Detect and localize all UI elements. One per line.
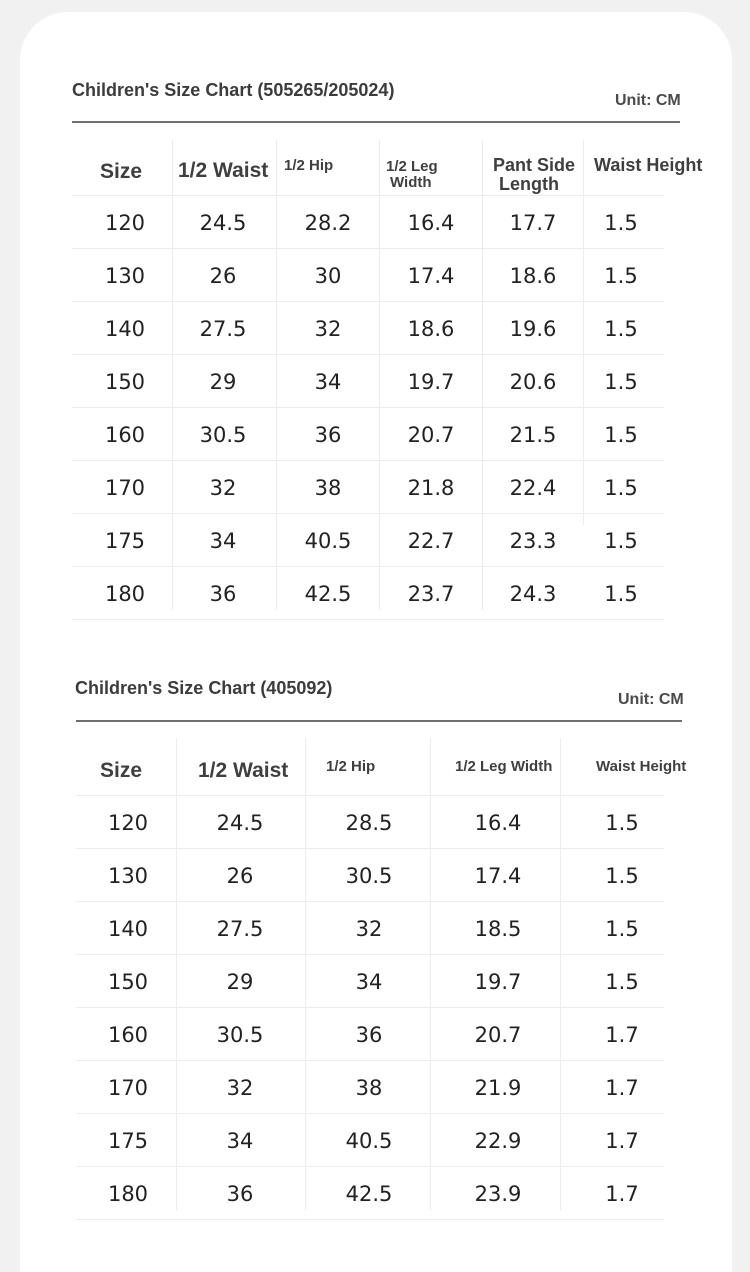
- table-cell: 24.5: [216, 810, 264, 835]
- table-cell: 32: [314, 316, 342, 341]
- table-cell: 38: [355, 1075, 383, 1100]
- table-row: [76, 796, 664, 849]
- table-cell: 36: [226, 1181, 254, 1206]
- table-cell: 40.5: [345, 1128, 393, 1153]
- table-cell: 23.9: [474, 1181, 522, 1206]
- table-cell: 16.4: [407, 210, 455, 235]
- table-cell: 40.5: [304, 528, 352, 553]
- table-cell: 180: [104, 581, 146, 606]
- table-cell: 36: [355, 1022, 383, 1047]
- table-cell: 27.5: [199, 316, 247, 341]
- table-cell: 130: [107, 863, 149, 888]
- table-cell: 175: [107, 1128, 149, 1153]
- table-cell: 20.7: [407, 422, 455, 447]
- table-cell: 21.9: [474, 1075, 522, 1100]
- table-cell: 180: [107, 1181, 149, 1206]
- table-cell: 1.5: [605, 810, 639, 835]
- table-cell: 19.7: [474, 969, 522, 994]
- table-cell: 1.7: [605, 1181, 639, 1206]
- table-cell: 19.6: [509, 316, 557, 341]
- table-cell: 1.5: [604, 422, 638, 447]
- table-cell: 34: [314, 369, 342, 394]
- table-row: [72, 408, 664, 461]
- table-cell: 1.5: [604, 475, 638, 500]
- table-cell: 34: [226, 1128, 254, 1153]
- table-cell: 23.3: [509, 528, 557, 553]
- table-cell: 1.5: [605, 863, 639, 888]
- table-cell: 18.6: [509, 263, 557, 288]
- table-cell: 29: [209, 369, 237, 394]
- chart1-header-hip: 1/2 Hip: [284, 157, 334, 174]
- chart2-title: Children's Size Chart (405092): [75, 678, 333, 698]
- chart2-unit-label: Unit: CM: [618, 691, 684, 708]
- table-cell: 32: [355, 916, 383, 941]
- chart1-header-side-line2: Length: [499, 174, 559, 194]
- table-cell: 18.5: [474, 916, 522, 941]
- table-cell: 16.4: [474, 810, 522, 835]
- table-cell: 140: [107, 916, 149, 941]
- table-cell: 1.5: [604, 210, 638, 235]
- table-cell: 30: [314, 263, 342, 288]
- table-cell: 120: [104, 210, 146, 235]
- table-cell: 22.4: [509, 475, 557, 500]
- table-cell: 28.2: [304, 210, 352, 235]
- table-row: [76, 1008, 664, 1061]
- table-cell: 30.5: [216, 1022, 264, 1047]
- table-cell: 20.6: [509, 369, 557, 394]
- chart1-header-size: Size: [100, 160, 143, 183]
- table-cell: 29: [226, 969, 254, 994]
- table-cell: 23.7: [407, 581, 455, 606]
- table-cell: 22.9: [474, 1128, 522, 1153]
- table-row: [76, 1061, 664, 1114]
- table-cell: 32: [226, 1075, 254, 1100]
- chart2-header-size: Size: [100, 759, 143, 782]
- table-cell: 17.4: [407, 263, 455, 288]
- table-row: [72, 249, 664, 302]
- table-row: [76, 849, 664, 902]
- chart1-header-waist: 1/2 Waist: [178, 159, 269, 182]
- table-row: [76, 955, 664, 1008]
- table-cell: 1.5: [604, 316, 638, 341]
- table-cell: 1.7: [605, 1075, 639, 1100]
- chart1-header-leg-line1: 1/2 Leg: [386, 158, 438, 175]
- table-cell: 30.5: [345, 863, 393, 888]
- table-cell: 140: [104, 316, 146, 341]
- table-cell: 24.5: [199, 210, 247, 235]
- table-row: [72, 461, 664, 514]
- table-cell: 32: [209, 475, 237, 500]
- table-cell: 160: [107, 1022, 149, 1047]
- table-cell: 36: [209, 581, 237, 606]
- table-row: [76, 1114, 664, 1167]
- chart2-header-waist: 1/2 Waist: [198, 759, 289, 782]
- table-cell: 34: [355, 969, 383, 994]
- table-cell: 24.3: [509, 581, 557, 606]
- table-row: [76, 1167, 664, 1220]
- table-cell: 26: [209, 263, 237, 288]
- table-row: [72, 196, 664, 249]
- chart2-header-hip: 1/2 Hip: [326, 758, 376, 775]
- table-cell: 17.4: [474, 863, 522, 888]
- table-row: [72, 567, 664, 620]
- table-cell: 20.7: [474, 1022, 522, 1047]
- chart2-header-waist-height: Waist Height: [596, 758, 687, 775]
- chart1-title: Children's Size Chart (505265/205024): [72, 80, 395, 100]
- table-cell: 42.5: [345, 1181, 393, 1206]
- table-cell: 21.8: [407, 475, 455, 500]
- table-cell: 170: [104, 475, 146, 500]
- table-row: [72, 302, 664, 355]
- table-cell: 1.7: [605, 1022, 639, 1047]
- table-cell: 27.5: [216, 916, 264, 941]
- table-cell: 19.7: [407, 369, 455, 394]
- table-cell: 170: [107, 1075, 149, 1100]
- table-cell: 160: [104, 422, 146, 447]
- table-cell: 150: [104, 369, 146, 394]
- table-cell: 34: [209, 528, 237, 553]
- chart1-title-rule: [72, 121, 680, 123]
- table-cell: 1.5: [604, 369, 638, 394]
- table-cell: 1.5: [604, 528, 638, 553]
- table-cell: 175: [104, 528, 146, 553]
- table-row: [72, 355, 664, 408]
- chart2-title-rule: [76, 720, 682, 722]
- chart1-header-waist-height: Waist Height: [594, 155, 703, 175]
- table-cell: 130: [104, 263, 146, 288]
- table-cell: 120: [107, 810, 149, 835]
- table-cell: 1.5: [605, 916, 639, 941]
- chart2-header-leg: 1/2 Leg Width: [455, 758, 553, 775]
- table-row: [76, 902, 664, 955]
- table-cell: 30.5: [199, 422, 247, 447]
- table-cell: 36: [314, 422, 342, 447]
- table-cell: 28.5: [345, 810, 393, 835]
- table-cell: 21.5: [509, 422, 557, 447]
- table-row: [72, 514, 664, 567]
- chart1-header-side-line1: Pant Side: [493, 155, 576, 175]
- table-cell: 17.7: [509, 210, 557, 235]
- table-cell: 1.7: [605, 1128, 639, 1153]
- table-cell: 1.5: [604, 581, 638, 606]
- table-cell: 22.7: [407, 528, 455, 553]
- table-cell: 38: [314, 475, 342, 500]
- table-cell: 1.5: [605, 969, 639, 994]
- chart1-header-leg-line2: Width: [390, 174, 432, 191]
- chart1-unit-label: Unit: CM: [615, 92, 681, 109]
- table-cell: 18.6: [407, 316, 455, 341]
- table-cell: 42.5: [304, 581, 352, 606]
- table-cell: 26: [226, 863, 254, 888]
- table-cell: 150: [107, 969, 149, 994]
- table-cell: 1.5: [604, 263, 638, 288]
